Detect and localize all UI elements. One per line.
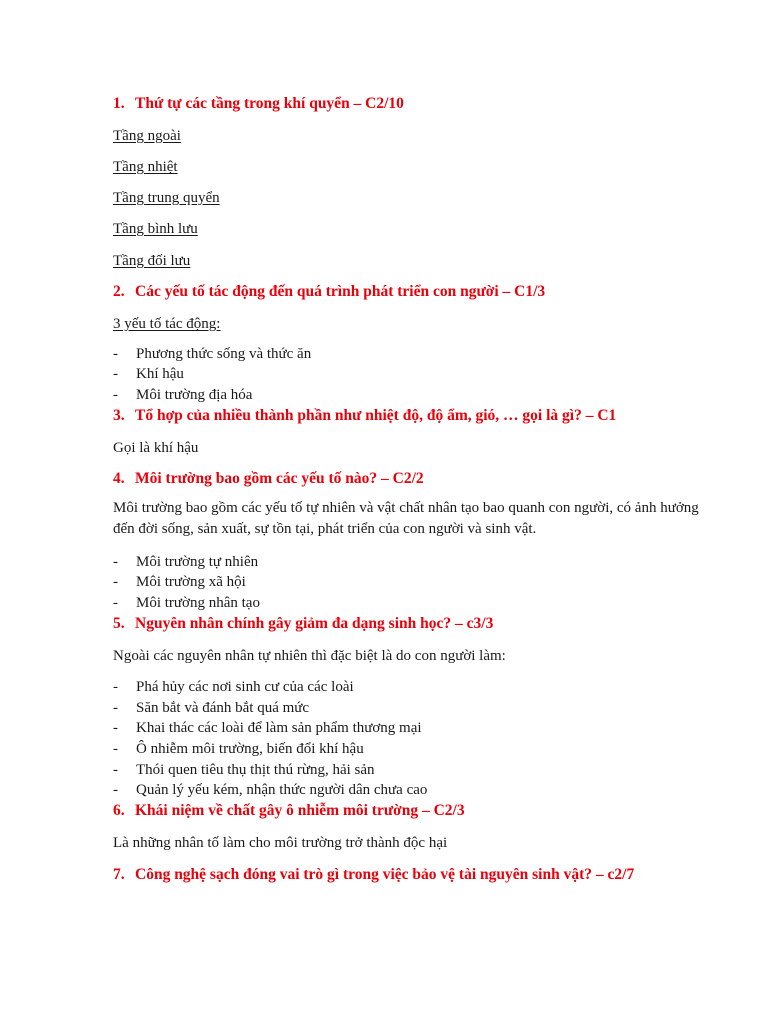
layer-item: Tầng ngoài bbox=[113, 128, 181, 144]
layer-item: Tầng đối lưu bbox=[113, 253, 191, 269]
section-2-intro: 3 yếu tố tác động: bbox=[113, 316, 221, 332]
list-item: - Khí hậu bbox=[113, 366, 184, 382]
layer-item: Tầng nhiệt bbox=[113, 159, 178, 175]
section-5-intro: Ngoài các nguyên nhân tự nhiên thì đặc biệt là do con người làm: bbox=[113, 648, 506, 664]
layer-item: Tầng bình lưu bbox=[113, 221, 198, 237]
section-3-heading: 3. Tổ hợp của nhiều thành phần như nhiệt độ, độ ẩm, gió, … gọi là gì? – C1 bbox=[113, 407, 617, 424]
section-4-paragraph: Môi trường bao gồm các yếu tố tự nhiên và vật chất nhân tạo bao quanh con người, có ảnh hưởng đến đời sống, sản xuất, sự tồn tại, phát triển của con người và sinh vật. bbox=[113, 500, 699, 537]
list-item: - Môi trường nhân tạo bbox=[113, 595, 260, 611]
list-item: - Ô nhiễm môi trường, biến đổi khí hậu bbox=[113, 741, 364, 757]
section-3-answer: Gọi là khí hậu bbox=[113, 440, 199, 456]
list-item: - Môi trường xã hội bbox=[113, 574, 246, 590]
list-item: - Thói quen tiêu thụ thịt thú rừng, hải sản bbox=[113, 762, 375, 778]
list-item: - Phá hủy các nơi sinh cư của các loài bbox=[113, 679, 354, 695]
section-6-answer: Là những nhân tố làm cho môi trường trở thành độc hại bbox=[113, 835, 448, 851]
section-5-heading: 5. Nguyên nhân chính gây giảm đa dạng sinh học? – c3/3 bbox=[113, 615, 494, 632]
section-6-heading: 6. Khái niệm về chất gây ô nhiễm môi trường – C2/3 bbox=[113, 802, 465, 819]
list-item: - Môi trường địa hóa bbox=[113, 387, 253, 403]
list-item: - Khai thác các loài để làm sản phẩm thương mại bbox=[113, 720, 422, 736]
section-1-heading: 1. Thứ tự các tầng trong khí quyển – C2/10 bbox=[113, 95, 404, 112]
section-4-heading: 4. Môi trường bao gồm các yếu tố nào? – C2/2 bbox=[113, 470, 424, 487]
section-7-heading: 7. Công nghệ sạch đóng vai trò gì trong việc bảo vệ tài nguyên sinh vật? – c2/7 bbox=[113, 866, 635, 883]
section-2-heading: 2. Các yếu tố tác động đến quá trình phát triển con người – C1/3 bbox=[113, 283, 546, 300]
list-item: - Săn bắt và đánh bắt quá mức bbox=[113, 700, 310, 716]
list-item: - Phương thức sống và thức ăn bbox=[113, 346, 312, 362]
list-item: - Quản lý yếu kém, nhận thức người dân chưa cao bbox=[113, 782, 428, 798]
layer-item: Tầng trung quyển bbox=[113, 190, 220, 206]
list-item: - Môi trường tự nhiên bbox=[113, 554, 259, 570]
